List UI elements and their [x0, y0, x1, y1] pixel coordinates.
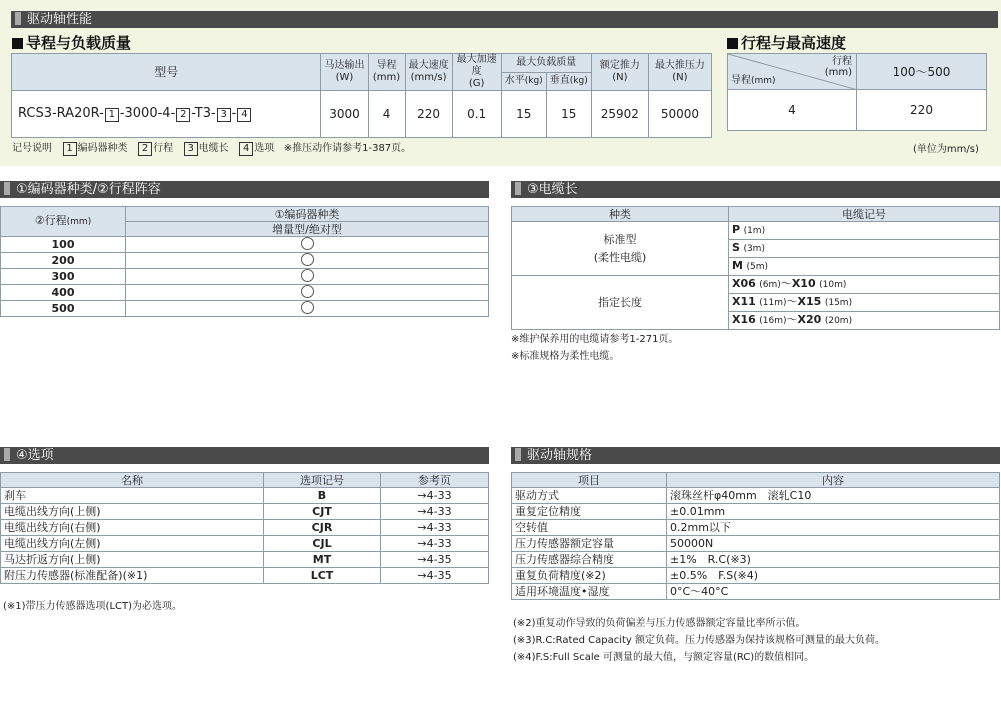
table-row: 刹车 B →4-33 — [1, 488, 489, 504]
legend-box-1: 1 — [105, 108, 119, 122]
col-vmax: 最大速度 (mm/s) — [405, 54, 452, 91]
options-table — [0, 472, 489, 584]
lead-4: 4 — [728, 90, 857, 131]
col-ref-page: 参考页 — [381, 473, 489, 488]
drive-note: (※3)R.C:Rated Capacity 额定负荷。压力传感器为保持该规格可测量的最大负荷。 — [513, 635, 886, 646]
col-load-h: 水平(kg) — [501, 72, 546, 91]
table-row: 适用环境温度•湿度 0°C～40°C — [512, 584, 1000, 600]
section-header-encoder: ①编码器种类/②行程阵容 — [0, 181, 489, 198]
col-encoder: ①编码器种类 — [126, 207, 489, 222]
col-stroke: ②行程(mm) — [1, 207, 126, 237]
section-header-options: ④选项 — [0, 447, 489, 464]
table-row: 500 — [1, 301, 489, 317]
available-circle-icon — [301, 253, 314, 266]
legend-box-2: 2 — [176, 108, 190, 122]
drive-spec-table — [511, 472, 1000, 600]
col-load-v: 垂直(kg) — [546, 72, 591, 91]
available-circle-icon — [301, 285, 314, 298]
unit-note: (单位为mm/s) — [913, 144, 979, 155]
options-note: (※1)带压力传感器选项(LCT)为必选项。 — [3, 601, 183, 612]
list-item: X11 (11m)～X15 (15m) — [729, 294, 1000, 312]
vmax-value: 220 — [405, 91, 452, 138]
available-circle-icon — [301, 269, 314, 282]
table-row: 空转值 0.2mm以下 — [512, 520, 1000, 536]
corner-cell: 行程 (mm) 导程(mm) — [728, 54, 857, 90]
lead-value: 4 — [368, 91, 405, 138]
col-name: 名称 — [1, 473, 264, 488]
header-marker — [15, 12, 21, 25]
table-row: 电缆出线方向(右侧) CJR →4-33 — [1, 520, 489, 536]
legend-line: 记号说明 1 编码器种类 2 行程 3 电缆长 4 选项 ※推压动作请参考1-387页。 — [12, 143, 412, 154]
col-item: 项目 — [512, 473, 667, 488]
section-header-cable: ③电缆长 — [511, 181, 1000, 198]
col-amax: 最大加速度 (G) — [452, 54, 501, 91]
col-push: 最大推压力 (N) — [648, 54, 711, 91]
standard-type: 标准型 (柔性电缆) — [512, 222, 729, 276]
col-content: 内容 — [667, 473, 1000, 488]
push-value: 50000 — [648, 91, 711, 138]
available-circle-icon — [301, 301, 314, 314]
section-header-performance: 驱动轴性能 — [11, 11, 998, 28]
drive-note: (※2)重复动作导致的负荷偏差与压力传感器额定容量比率所示值。 — [513, 618, 806, 629]
table-row: 驱动方式 滚珠丝杆φ40mm 滚轧C10 — [512, 488, 1000, 504]
amax-value: 0.1 — [452, 91, 501, 138]
col-motor: 马达输出 (W) — [321, 54, 368, 91]
cable-note: ※标准规格为柔性电缆。 — [511, 351, 620, 362]
table-row: 电缆出线方向(左侧) CJL →4-33 — [1, 536, 489, 552]
legend-box-3: 3 — [217, 108, 231, 122]
col-type: 种类 — [512, 207, 729, 222]
col-lead: 导程 (mm) — [368, 54, 405, 91]
table-row: 马达折返方向(上侧) MT →4-35 — [1, 552, 489, 568]
speed-220: 220 — [857, 90, 987, 131]
table-row: 电缆出线方向(上侧) CJT →4-33 — [1, 504, 489, 520]
list-item: X16 (16m)～X20 (20m) — [729, 312, 1000, 330]
table-row: 200 — [1, 253, 489, 269]
stroke-speed-table — [727, 53, 987, 131]
model-cell: RCS3-RA20R- 1 -3000-4- 2 -T3- 3 - 4 — [12, 91, 321, 138]
cable-note: ※维护保养用的电缆请参考1-271页。 — [511, 334, 679, 345]
list-item: S (3m) — [729, 240, 1000, 258]
available-circle-icon — [301, 237, 314, 250]
load-h-value: 15 — [501, 91, 546, 138]
thrust-value: 25902 — [591, 91, 648, 138]
col-load: 最大负载质量 — [501, 54, 591, 73]
col-option-code: 选项记号 — [264, 473, 381, 488]
square-bullet-icon — [12, 38, 23, 49]
table-row: 300 — [1, 269, 489, 285]
encoder-stroke-table — [0, 206, 489, 317]
col-thrust: 额定推力 (N) — [591, 54, 648, 91]
list-item: M (5m) — [729, 258, 1000, 276]
list-item: P (1m) — [729, 222, 1000, 240]
table-row: 重复负荷精度(※2) ±0.5% F.S(※4) — [512, 568, 1000, 584]
table-row: 压力传感器额定容量 50000N — [512, 536, 1000, 552]
lead-load-table — [11, 53, 712, 138]
col-cable-code: 电缆记号 — [729, 207, 1000, 222]
col-encoder-sub: 增量型/绝对型 — [126, 222, 489, 237]
list-item: X06 (6m)～X10 (10m) — [729, 276, 1000, 294]
col-model: 型号 — [12, 54, 321, 91]
table-row: 附压力传感器(标准配备)(※1) LCT →4-35 — [1, 568, 489, 584]
cable-table — [511, 206, 1000, 330]
drive-note: (※4)F.S:Full Scale 可测量的最大值，与额定容量(RC)的数值相同。 — [513, 652, 815, 663]
square-bullet-icon — [727, 38, 738, 49]
load-v-value: 15 — [546, 91, 591, 138]
stroke-range: 100～500 — [857, 54, 987, 90]
lead-load-title: 导程与负载质量 — [12, 32, 131, 53]
table-row: 压力传感器综合精度 ±1% R.C(※3) — [512, 552, 1000, 568]
table-row: 重复定位精度 ±0.01mm — [512, 504, 1000, 520]
legend-box-4: 4 — [237, 108, 251, 122]
custom-length: 指定长度 — [512, 276, 729, 330]
table-row: 100 — [1, 237, 489, 253]
stroke-speed-title: 行程与最高速度 — [727, 32, 846, 53]
section-header-drive: 驱动轴规格 — [511, 447, 1000, 464]
table-row: 400 — [1, 285, 489, 301]
motor-value: 3000 — [321, 91, 368, 138]
